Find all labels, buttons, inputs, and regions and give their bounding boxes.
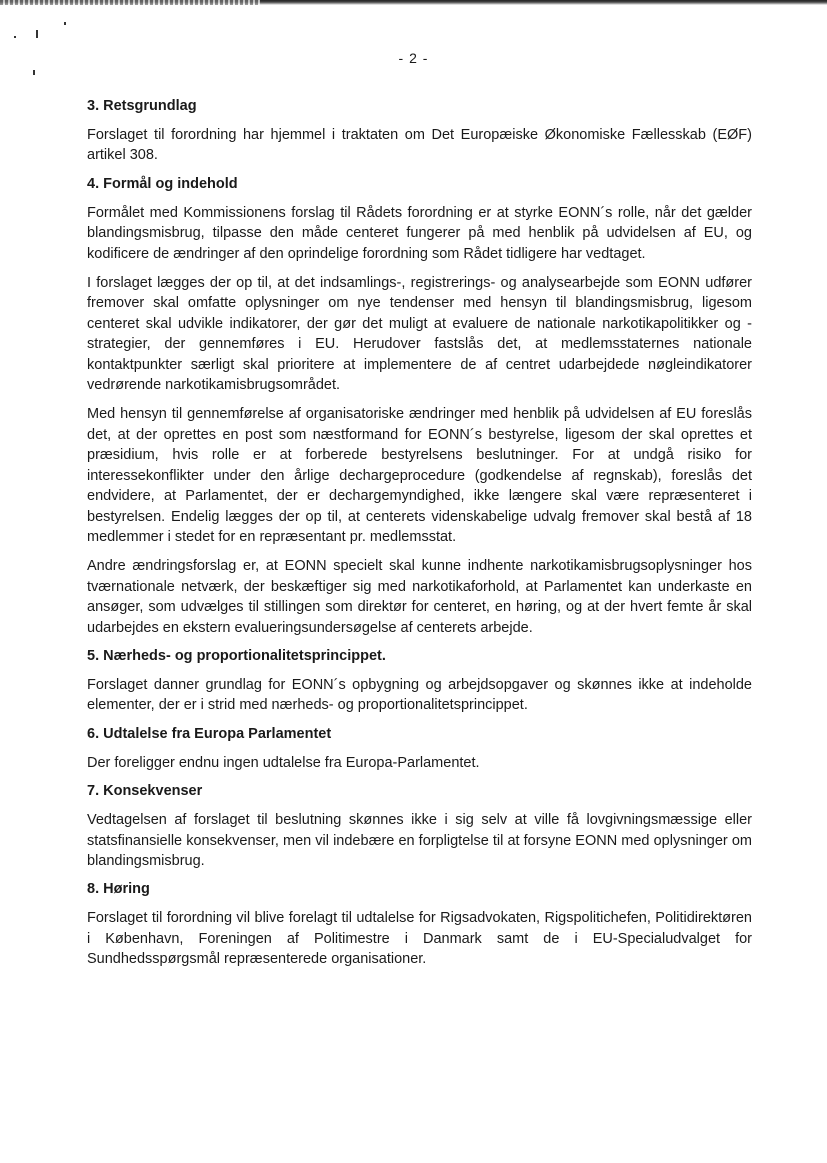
- scan-edge-dither: [0, 0, 260, 5]
- section-heading: 4. Formål og indehold: [87, 175, 238, 192]
- scan-speck: [33, 70, 35, 75]
- scan-speck: [14, 36, 16, 38]
- section-udtalelse: [87, 724, 752, 773]
- section-heading: 7. Konsekvenser: [87, 783, 203, 800]
- section-naerhed: [87, 646, 752, 716]
- section-heading: 8. Høring: [87, 881, 150, 898]
- paragraph: Vedtagelsen af forslaget til beslutning skønnes ikke i sig selv at ville få lovgivningsmæssige eller statsfinansielle konsekvenser, men vil indebære en forpligtelse til at forsyne EONN med oplysninger om blandingsmisbrug.: [87, 812, 752, 869]
- section-retsgrundlag: [87, 96, 752, 166]
- scan-speck: [36, 30, 38, 38]
- section-formaal: [87, 174, 752, 638]
- page-number: - 2 -: [398, 50, 429, 66]
- section-hoering: [87, 879, 752, 969]
- paragraph: Forslaget danner grundlag for EONN´s opbygning og arbejdsopgaver og skønnes ikke at indeholde elementer, der er i strid med nærheds- og proportionalitetsprincippet.: [87, 676, 752, 714]
- section-heading: 5. Nærheds- og proportionalitetsprincippet.: [87, 647, 386, 664]
- paragraph: Forslaget til forordning har hjemmel i traktaten om Det Europæiske Økonomiske Fællesskab (EØF) artikel 308.: [87, 127, 752, 164]
- paragraph: Andre ændringsforslag er, at EONN specielt skal kunne indhente narkotikamisbrugsoplysninger hos tværnationale netværk, der beskæftiger sig med narkotikaforhold, at Parlamentet kan underkaste en ansøger, som udvælges til stillingen som direktør for centeret, en høring, og at der hvert femte år skal udarbejdes en ekstern evalueringsundersøgelse af centerets arbejde.: [87, 558, 752, 636]
- section-heading: 6. Udtalelse fra Europa Parlamentet: [87, 725, 332, 742]
- paragraph: Forslaget til forordning vil blive forelagt til udtalelse for Rigsadvokaten, Rigspolitichefen, Politidirektøren i København, Foreningen af Politimestre i Danmark samt de i EU-Specialudvalget for Sundhedsspørgsmål repræsenterede organisationer.: [87, 910, 752, 968]
- paragraph: Med hensyn til gennemførelse af organisatoriske ændringer med henblik på udvidelsen af EU foreslås det, at der oprettes en post som næstformand for EONN´s bestyrelse, ligesom der skal oprettes et præsidium, hvis rolle er at forberede bestyrelsens beslutninger. For at undgå risiko for interessekonflikter under den årlige dechargeprocedure (godkendelse af regnskab), foreslås det endvidere, at Parlamentet, der er dechargemyndighed, ikke længere skal være repræsenteret i bestyrelsen. Endelig lægges der op til, at centerets videnskabelige udvalg fremover skal bestå af 18 medlemmer i stedet for en repræsentant pr. medlemsstat.: [87, 406, 752, 545]
- paragraph: Der foreligger endnu ingen udtalelse fra Europa-Parlamentet.: [87, 754, 480, 771]
- section-konsekvenser: [87, 781, 752, 871]
- document-body: [87, 96, 752, 978]
- section-heading: 3. Retsgrundlag: [87, 98, 197, 114]
- paragraph: Formålet med Kommissionens forslag til Rådets forordning er at styrke EONN´s rolle, når det gælder blandingsmisbrug, tilpasse den måde centeret fungerer på med henblik på udvidelsen af EU, og kodificere de ændringer af den oprindelige forordning som Rådet tidligere har vedtaget.: [87, 204, 752, 262]
- paragraph: I forslaget lægges der op til, at det indsamlings-, registrerings- og analysearbejde som EONN udfører fremover skal omfatte oplysninger om nye tendenser med hensyn til blandingsmisbrug, ligesom centeret skal udvikle indikatorer, der gør det muligt at evaluere de nationale narkotikapolitikker og -strategier, der gennemføres i EU. Herudover fastslås det, at medlemsstaternes nationale kontaktpunkter særligt skal prioritere at implementere de af centret udarbejdede nøgleindikatorer vedrørende narkotikamisbrugsområdet.: [87, 275, 752, 394]
- scan-speck: [64, 22, 66, 25]
